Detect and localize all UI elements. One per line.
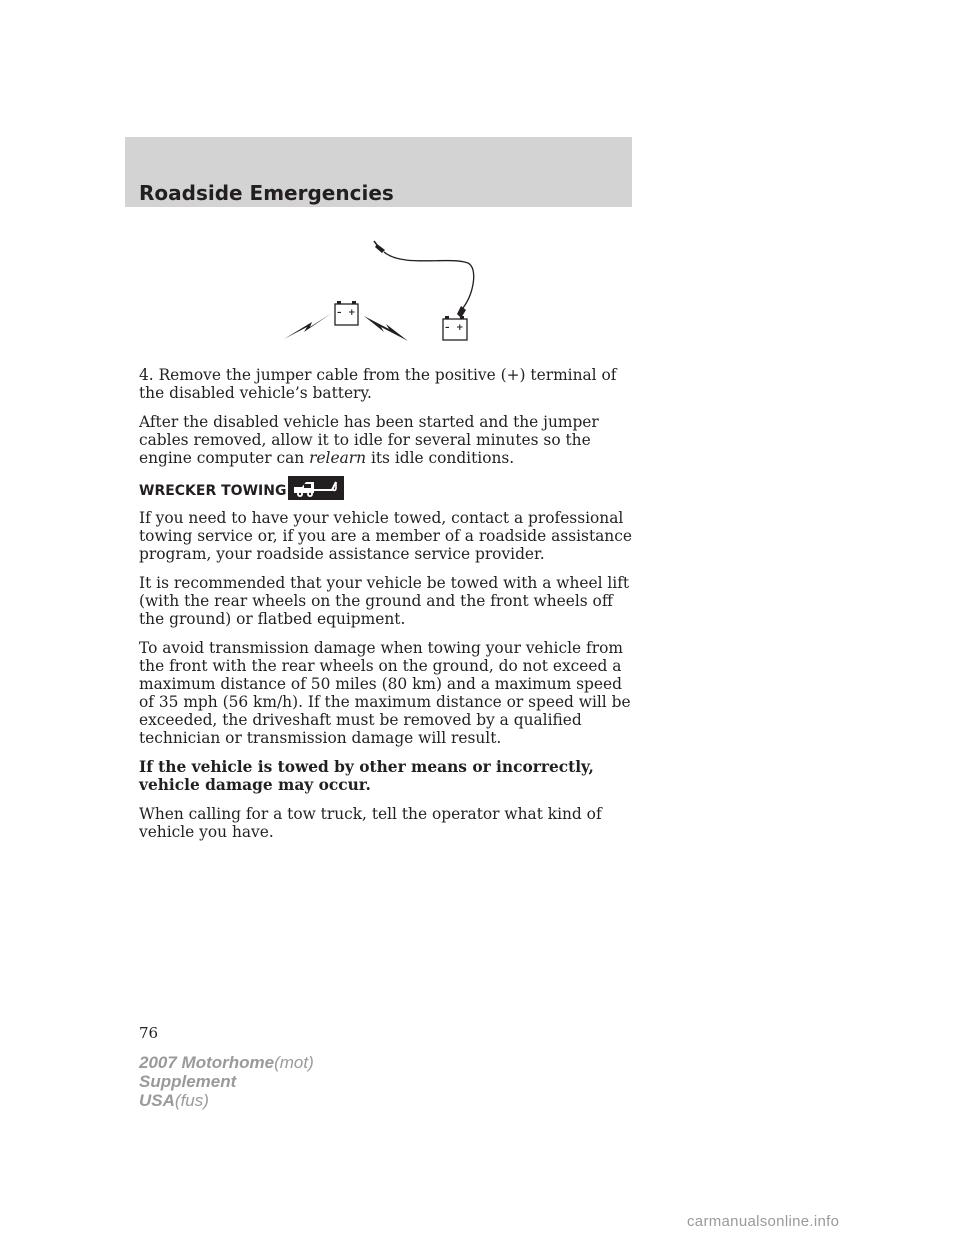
towing-warning: If the vehicle is towed by other means or incorrectly, vehicle damage may occur. (139, 758, 594, 794)
spark-right-icon (364, 316, 408, 341)
battery-right-plus: + (456, 323, 464, 333)
battery-right-minus: – (445, 323, 450, 333)
battery-left-minus: – (337, 308, 342, 318)
towing-paragraph-3: To avoid transmission damage when towing your vehicle from the front with the rear wheels on the ground, do not exceed a maximum distance of 50 miles (80 km) and a maximum speed of 35 mph (56 km/h). If the maximum distance or speed will be exceeded, the driveshaft must be removed by a qualified technician or transmission damage will result. (139, 639, 631, 747)
spark-left-icon (284, 313, 332, 339)
watermark[interactable]: carmanualsonline.info (687, 1213, 840, 1230)
battery-left-plus: + (348, 308, 356, 318)
towing-paragraph-4: When calling for a tow truck, tell the operator what kind of vehicle you have. (139, 805, 602, 841)
jump-start-illustration (278, 238, 478, 342)
battery-right-icon (443, 316, 467, 340)
footer: 2007 Motorhome(mot) Supplement USA(fus) (139, 1053, 314, 1110)
tow-truck-icon (288, 476, 344, 500)
relearn-paragraph: After the disabled vehicle has been started and the jumper cables removed, allow it to idle for several minutes so the engine computer can relearn its idle conditions. (139, 413, 599, 467)
towing-paragraph-2: It is recommended that your vehicle be towed with a wheel lift (with the rear wheels on the ground and the front wheels off the ground) or flatbed equipment. (139, 574, 630, 628)
page-number: 76 (139, 1024, 159, 1042)
step-4-text: 4. Remove the jumper cable from the positive (+) terminal of the disabled vehicle’s battery. (139, 366, 617, 402)
battery-left-icon (335, 301, 358, 325)
cable-clamp-icon (374, 241, 385, 253)
page-title: Roadside Emergencies (139, 181, 394, 205)
towing-paragraph-1: If you need to have your vehicle towed, contact a professional towing service or, if you are a member of a roadside assistance program, your roadside assistance service provider. (139, 509, 632, 563)
page-content (139, 366, 639, 852)
jumper-cable (384, 252, 474, 308)
relearn-term: relearn (309, 449, 367, 467)
section-heading-wrecker-towing: WRECKER TOWING (139, 478, 639, 500)
